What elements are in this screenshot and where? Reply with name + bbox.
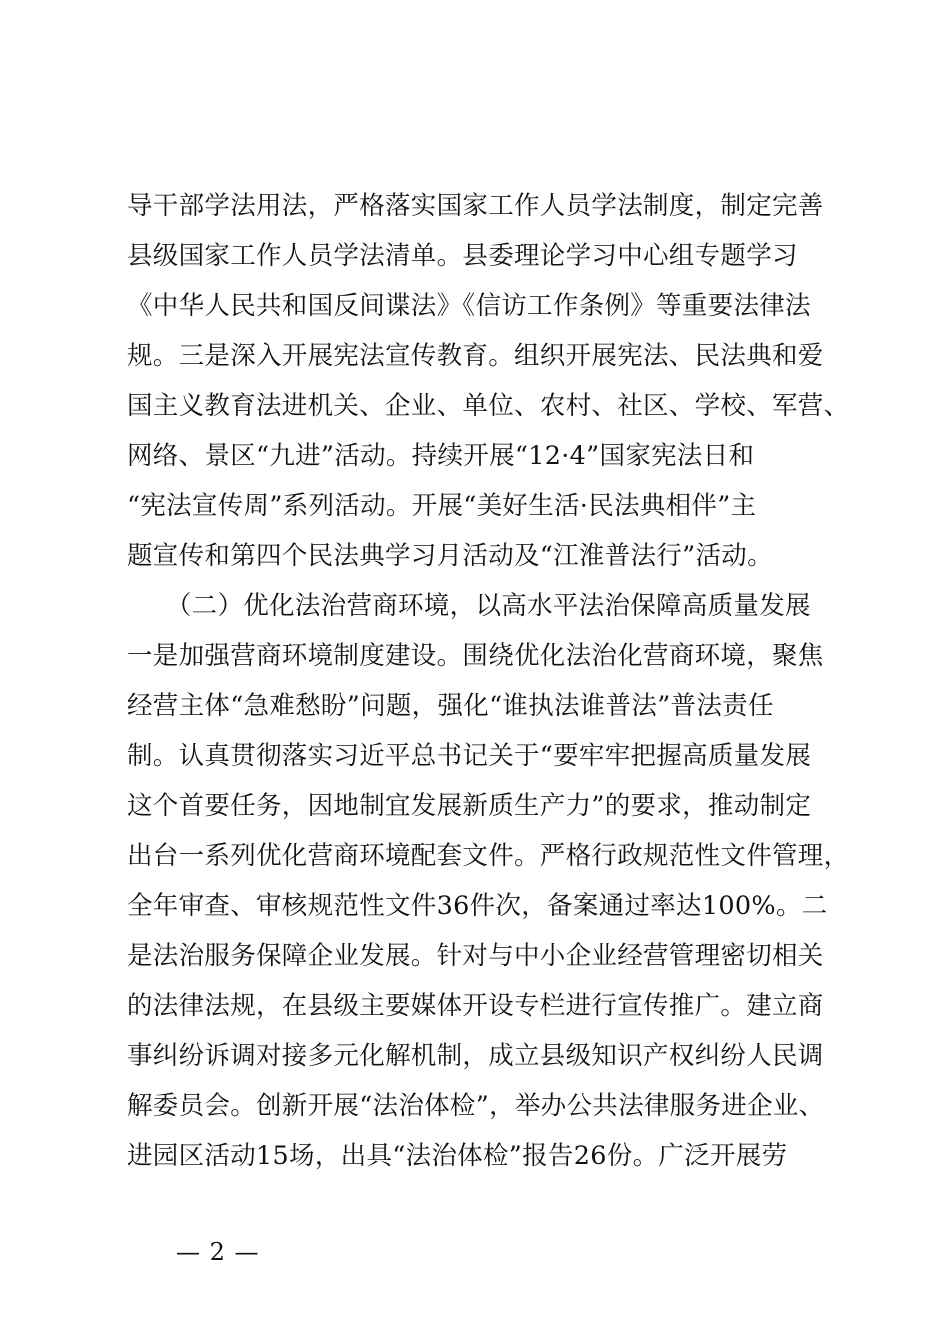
text-line: “宪法宣传周”系列活动。开展“美好生活·民法典相伴”主 [127, 491, 757, 521]
text-line: 制。认真贯彻落实习近平总书记关于“要牢牢把握高质量发展 [127, 741, 812, 771]
body-text [127, 181, 850, 1181]
text-line: 是法治服务保障企业发展。针对与中小企业经营管理密切相关 [127, 941, 824, 971]
text-line: 国主义教育法进机关、企业、单位、农村、社区、学校、军营、 [127, 391, 850, 421]
text-line: 一是加强营商环境制度建设。围绕优化法治化营商环境，聚焦 [127, 641, 824, 671]
text-line: 经营主体“急难愁盼”问题，强化“谁执法谁普法”普法责任 [127, 691, 774, 721]
text-line: 全年审查、审核规范性文件36件次，备案通过率达100%。二 [127, 891, 828, 921]
text-line: 的法律法规，在县级主要媒体开设专栏进行宣传推广。建立商 [127, 991, 824, 1021]
text-line: 出台一系列优化营商环境配套文件。严格行政规范性文件管理， [127, 841, 850, 871]
text-line: 事纠纷诉调对接多元化解机制，成立县级知识产权纠纷人民调 [127, 1041, 824, 1071]
text-line: 县级国家工作人员学法清单。县委理论学习中心组专题学习 [127, 241, 798, 271]
text-line: 这个首要任务，因地制宜发展新质生产力”的要求，推动制定 [127, 791, 812, 821]
text-line: 导干部学法用法，严格落实国家工作人员学法制度，制定完善 [127, 191, 824, 221]
text-line: 《中华人民共和国反间谍法》《信访工作条例》等重要法律法 [127, 291, 811, 321]
section-heading: （二）优化法治营商环境，以高水平法治保障高质量发展 [127, 591, 811, 621]
text-line: 解委员会。创新开展“法治体检”，举办公共法律服务进企业、 [127, 1091, 825, 1121]
text-line: 网络、景区“九进”活动。持续开展“12·4”国家宪法日和 [127, 441, 755, 471]
text-line: 进园区活动15场，出具“法治体检”报告26份。广泛开展劳 [127, 1141, 788, 1171]
page-number: — 2 — [176, 1238, 260, 1266]
text-line: 规。三是深入开展宪法宣传教育。组织开展宪法、民法典和爱 [127, 341, 824, 371]
text-line: 题宣传和第四个民法典学习月活动及“江淮普法行”活动。 [127, 541, 773, 571]
